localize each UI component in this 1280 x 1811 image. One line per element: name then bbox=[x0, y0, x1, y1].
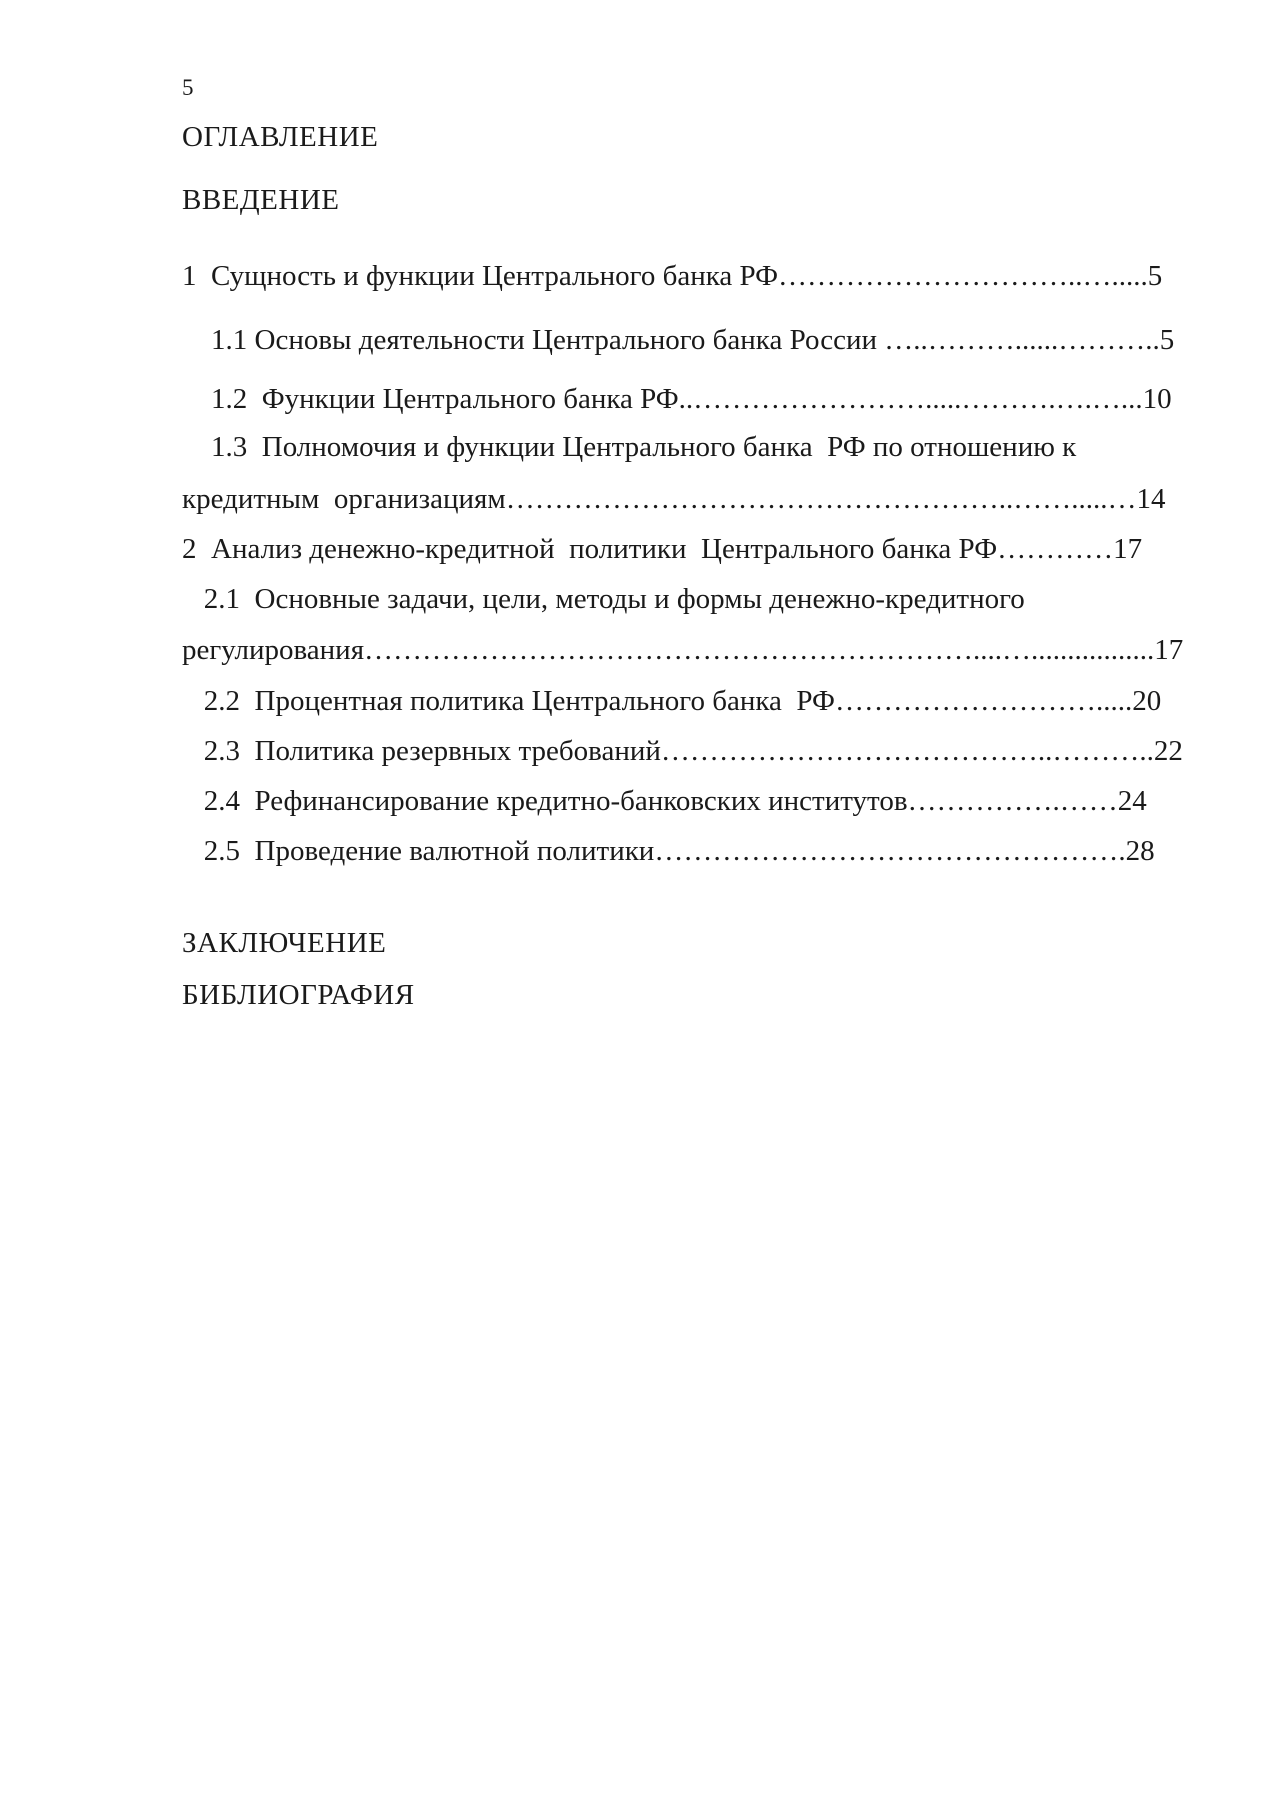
bibliography-heading: БИБЛИОГРАФИЯ bbox=[182, 979, 415, 1011]
conclusion-heading: ЗАКЛЮЧЕНИЕ bbox=[182, 927, 387, 959]
toc-entry-1-3: 1.3 Полномочия и функции Центрального банка РФ по отношению к bbox=[182, 431, 1077, 463]
toc-title: ОГЛАВЛЕНИЕ bbox=[182, 121, 379, 153]
toc-entry-1: 1 Сущность и функции Центрального банка РФ…………………………..….....5 bbox=[182, 260, 1163, 292]
toc-entry-2-3: 2.3 Политика резервных требований…………………………………..………..22 bbox=[182, 735, 1183, 767]
toc-entry-2-4: 2.4 Рефинансирование кредитно-банковских институтов…………….……24 bbox=[182, 785, 1147, 817]
toc-entry-1-3-cont: кредитным организациям……………………………………………..…….....…14 bbox=[182, 483, 1166, 515]
toc-entry-1-1: 1.1 Основы деятельности Центрального банка России …..………......………..5 bbox=[182, 324, 1175, 356]
toc-entry-2: 2 Анализ денежно-кредитной политики Центрального банка РФ…………17 bbox=[182, 533, 1143, 565]
toc-entry-2-2: 2.2 Процентная политика Центрального банка РФ……………………….....20 bbox=[182, 685, 1162, 717]
toc-entry-2-5: 2.5 Проведение валютной политики………………………………………….28 bbox=[182, 835, 1155, 867]
toc-entry-2-1: 2.1 Основные задачи, цели, методы и формы денежно-кредитного bbox=[182, 583, 1025, 615]
intro-heading: ВВЕДЕНИЕ bbox=[182, 184, 340, 216]
page-number: 5 bbox=[182, 75, 194, 100]
toc-entry-1-2: 1.2 Функции Центрального банка РФ..…………………….....……….….…...10 bbox=[182, 383, 1172, 415]
toc-entry-2-1-cont: регулирования………………………………………………………....….................17 bbox=[182, 634, 1184, 666]
